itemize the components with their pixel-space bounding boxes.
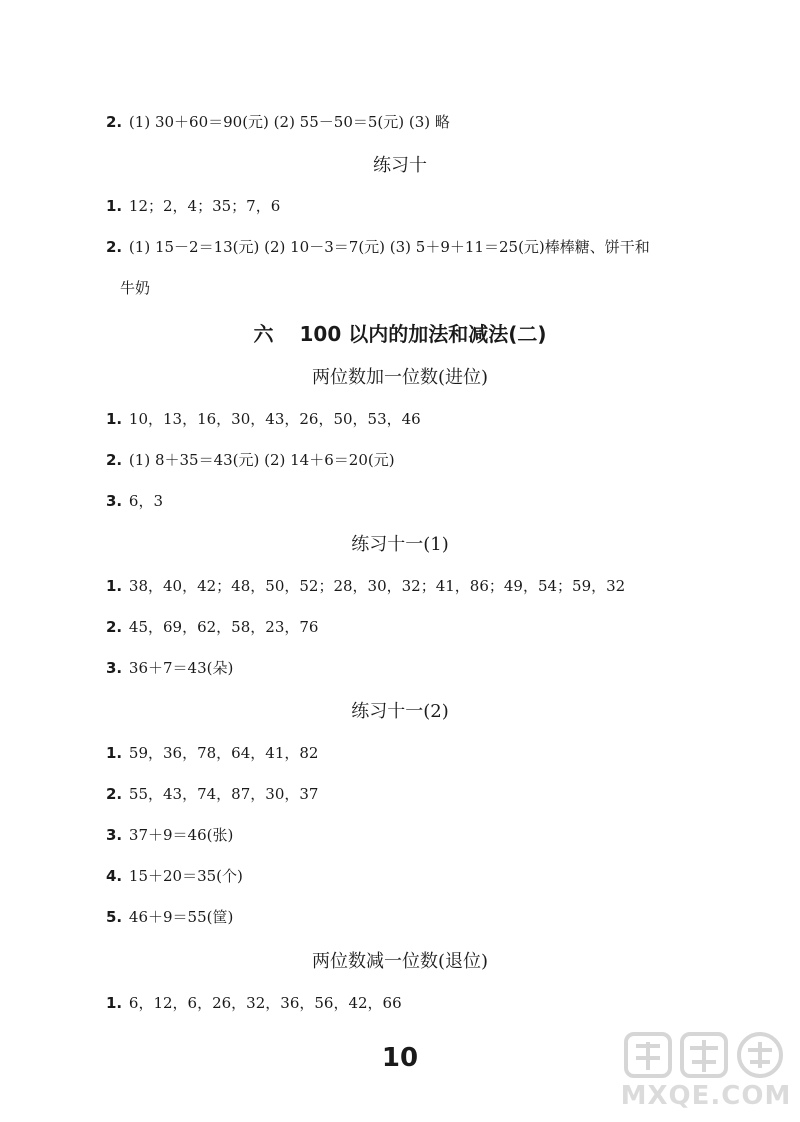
answer-line: [106, 658, 233, 678]
answer-text: 10，13，16，30，43，26，50，53，46: [128, 410, 421, 428]
answer-text: 15＋20＝35(个): [128, 867, 243, 885]
item-number: 2.: [106, 113, 123, 131]
answer-line: [106, 825, 233, 845]
item-number: 4.: [106, 867, 123, 885]
answer-line: [106, 409, 421, 429]
chapter-title: [0, 321, 800, 347]
item-number: 3.: [106, 826, 123, 844]
answer-text: (1) 30＋60＝90(元) (2) 55－50＝5(元) (3) 略: [128, 113, 450, 131]
watermark-logo: [624, 1030, 784, 1080]
answer-line: [106, 237, 650, 257]
page-number: 10: [381, 1043, 419, 1073]
answer-text: 45，69，62，58，23，76: [128, 618, 319, 636]
watermark-site: MXQE.COM: [620, 1081, 792, 1111]
answer-text: 6，3: [128, 492, 164, 510]
item-number: 1.: [106, 197, 123, 215]
answer-line: [106, 450, 395, 470]
item-number: 2.: [106, 785, 123, 803]
answer-text: (1) 15－2＝13(元) (2) 10－3＝7(元) (3) 5＋9＋11＝25(元)棒棒糖、饼干和: [128, 238, 650, 256]
answer-line: [106, 576, 625, 596]
item-number: 1.: [106, 994, 123, 1012]
answer-text: 46＋9＝55(筐): [128, 908, 234, 926]
chapter-title-text: 100 以内的加法和减法(二): [299, 322, 547, 346]
item-number: 3.: [106, 492, 123, 510]
answer-line: [106, 866, 243, 886]
answer-line: [106, 743, 318, 763]
item-number: 2.: [106, 451, 123, 469]
item-number: 2.: [106, 618, 123, 636]
section-heading-sub-borrow: 两位数减一位数(退位): [311, 951, 489, 972]
answer-line: [106, 784, 318, 804]
answer-text: 38，40，42；48，50，52；28，30，32；41，86；49，54；59，32: [128, 577, 626, 595]
section-heading-practice-11-1: 练习十一(1): [351, 534, 449, 555]
answer-text: 59，36，78，64，41，82: [128, 744, 319, 762]
answer-line: [106, 196, 280, 216]
item-number: 1.: [106, 744, 123, 762]
answer-line: [106, 491, 163, 511]
item-number: 1.: [106, 410, 123, 428]
item-number: 2.: [106, 238, 123, 256]
answer-continuation: 牛奶: [120, 279, 151, 297]
item-number: 5.: [106, 908, 123, 926]
watermark: [618, 1030, 794, 1116]
answer-text: (1) 8＋35＝43(元) (2) 14＋6＝20(元): [128, 451, 395, 469]
answer-text: 6，12，6，26，32，36，56，42，66: [128, 994, 402, 1012]
answer-text: 12；2，4；35；7，6: [128, 197, 281, 215]
section-heading-add-carry: 两位数加一位数(进位): [311, 367, 489, 388]
answer-text: 37＋9＝46(张): [128, 826, 234, 844]
answer-line: [106, 617, 318, 637]
answer-text: 36＋7＝43(朵): [128, 659, 234, 677]
answer-text: 55，43，74，87，30，37: [128, 785, 319, 803]
chapter-number: 六: [253, 322, 274, 346]
section-heading-practice-11-2: 练习十一(2): [351, 701, 449, 722]
item-number: 3.: [106, 659, 123, 677]
answer-line: [106, 993, 402, 1013]
item-number: 1.: [106, 577, 123, 595]
answer-line: [106, 907, 233, 927]
section-heading-practice-10: 练习十: [373, 155, 427, 176]
answer-line: [106, 112, 450, 132]
